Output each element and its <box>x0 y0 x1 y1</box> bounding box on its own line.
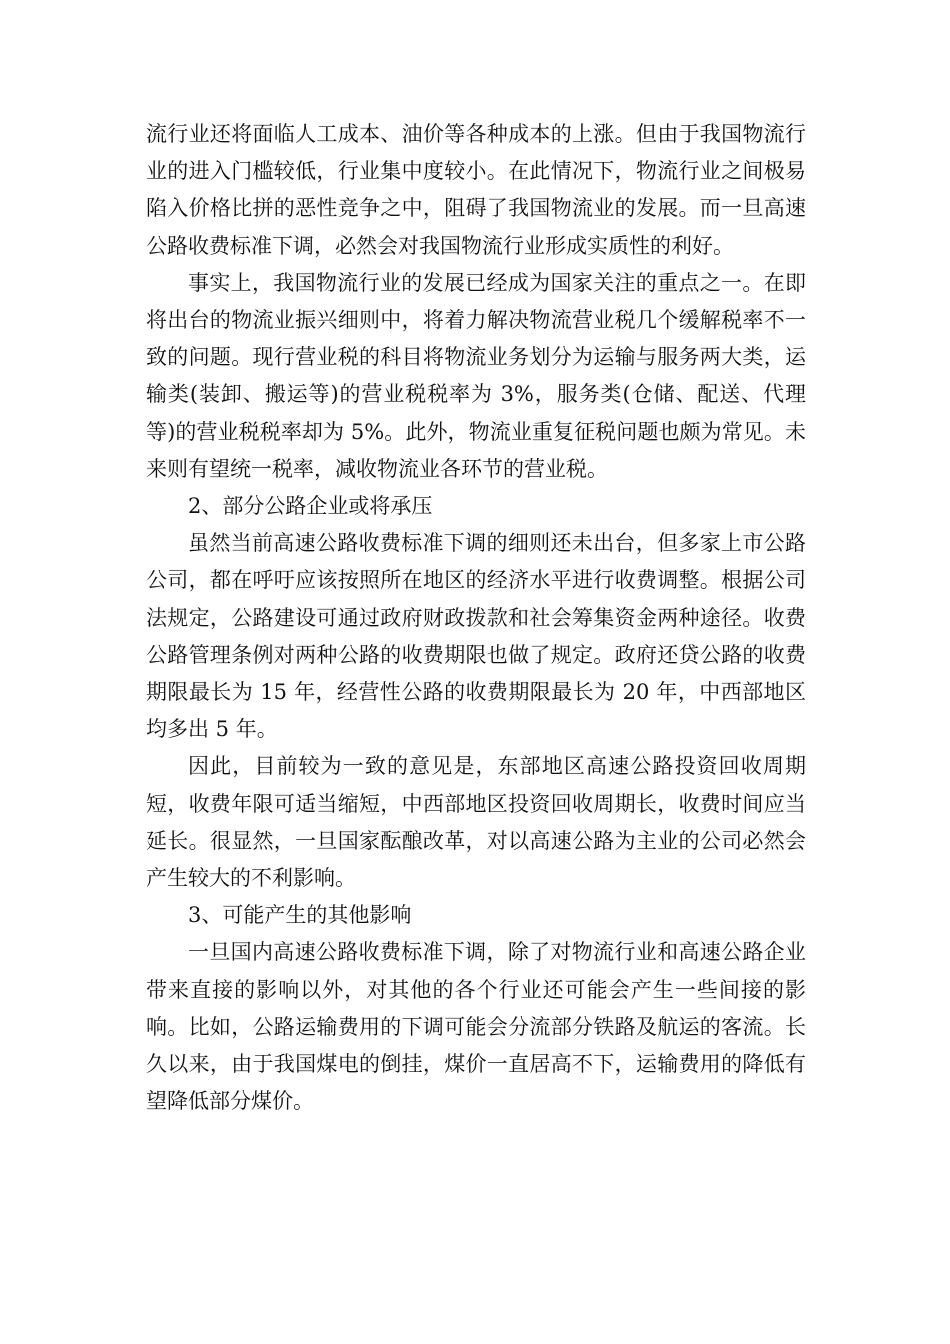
body-text <box>146 116 806 1120</box>
paragraph-toll-regulations: 虽然当前高速公路收费标准下调的细则还未出台，但多家上市公路公司，都在呼吁应该按照所在地区的经济水平进行收费调整。根据公司法规定，公路建设可通过政府财政拨款和社会筹集资金两种途径。收费公路管理条例对两种公路的收费期限也做了规定。政府还贷公路的收费期限最长为 15 年，经营性公路的收费期限最长为 20 年，中西部地区均多出 5 年。 <box>146 531 806 742</box>
paragraph-regional-differences: 因此，目前较为一致的意见是，东部地区高速公路投资回收周期短，收费年限可适当缩短，中西部地区投资回收周期长，收费时间应当延长。很显然，一旦国家酝酿改革，对以高速公路为主业的公司必然会产生较大的不利影响。 <box>146 754 806 891</box>
paragraph-continuation: 流行业还将面临人工成本、油价等各种成本的上涨。但由于我国物流行业的进入门槛较低，行业集中度较小。在此情况下，物流行业之间极易陷入价格比拼的恶性竞争之中，阻碍了我国物流业的发展。而一旦高速公路收费标准下调，必然会对我国物流行业形成实质性的利好。 <box>146 122 806 258</box>
section-heading-3: 3、可能产生的其他影响 <box>188 903 412 928</box>
paragraph-logistics-tax: 事实上，我国物流行业的发展已经成为国家关注的重点之一。在即将出台的物流业振兴细则中，将着力解决物流营业税几个缓解税率不一致的问题。现行营业税的科目将物流业务划分为运输与服务两大类，运输类(装卸、搬运等)的营业税税率为 3%，服务类(仓储、配送、代理等)的营业税税率却为 5%。此外，物流业重复征税问题也颇为常见。未来则有望统一税率，减收物流业各环节的营业税。 <box>146 270 806 481</box>
paragraph-other-impacts: 一旦国内高速公路收费标准下调，除了对物流行业和高速公路企业带来直接的影响以外，对其他的各个行业还可能会产生一些间接的影响。比如，公路运输费用的下调可能会分流部分铁路及航运的客流。长久以来，由于我国煤电的倒挂，煤价一直居高不下，运输费用的降低有望降低部分煤价。 <box>146 940 806 1114</box>
section-heading-2: 2、部分公路企业或将承压 <box>188 494 433 519</box>
